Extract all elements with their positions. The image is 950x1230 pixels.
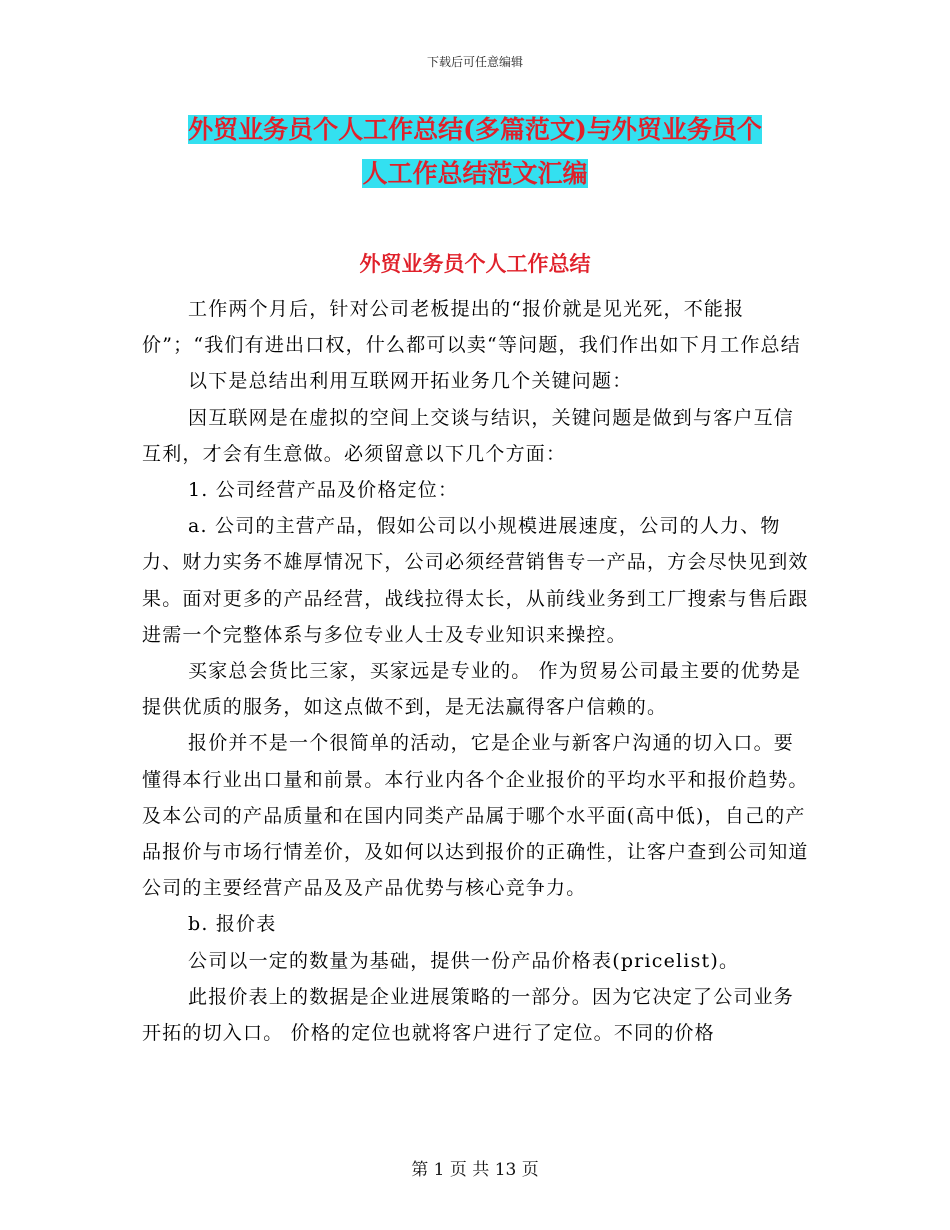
document-title-line-2: 人工作总结范文汇编 <box>362 159 588 188</box>
section-title: 外贸业务员个人工作总结 <box>359 251 591 276</box>
paragraph: 以下是总结出利用互联网开拓业务几个关键问题： <box>188 370 633 393</box>
paragraph: 买家总会货比三家，买家远是专业的。 作为贸易公司最主要的优势是提供优质的服务，如这点做不到，是无法赢得客户信赖的。 <box>142 660 802 719</box>
paragraph: 公司以一定的数量为基础，提供一份产品价格表(pricelist)。 <box>188 949 740 972</box>
paragraph: 因互联网是在虚拟的空间上交谈与结识，关键问题是做到与客户互信互利，才会有生意做。必须留意以下几个方面： <box>142 406 795 465</box>
paragraph: a. 公司的主营产品，假如公司以小规模进展速度，公司的人力、物力、财力实务不雄厚情况下，公司必须经营销售专一产品，方会尽快见到效果。面对更多的产品经营，战线拉得太长，从前线业务到工厂搜索与售后跟进需一个完整体系与多位专业人士及专业知识来操控。 <box>142 515 809 646</box>
header-note: 下载后可任意编辑 <box>426 55 523 69</box>
document-title <box>140 108 810 196</box>
paragraph: 此报价表上的数据是企业进展策略的一部分。因为它决定了公司业务开拓的切入口。 价格的定位也就将客户进行了定位。不同的价格 <box>142 985 795 1045</box>
paragraph: 报价并不是一个很简单的活动，它是企业与新客户沟通的切入口。要懂得本行业出口量和前景。本行业内各个企业报价的平均水平和报价趋势。及本公司的产品质量和在国内同类产品属于哪个水平面(高中低)，自己的产品报价与市场行情差价，及如何以达到报价的正确性，让客户查到公司知道公司的主要经营产品及及产品优势与核心竞争力。 <box>142 732 809 900</box>
paragraph: 1. 公司经营产品及价格定位： <box>188 479 459 502</box>
paragraph: b. 报价表 <box>188 913 277 936</box>
document-body <box>142 291 810 1051</box>
page-indicator: 第 1 页 共 13 页 <box>411 1160 539 1180</box>
paragraph: 工作两个月后，针对公司老板提出的“报价就是见光死，不能报价”；“我们有进出口权，什么都可以卖“等问题，我们作出如下月工作总结 <box>142 298 801 357</box>
document-title-line-1: 外贸业务员个人工作总结(多篇范文)与外贸业务员个 <box>188 115 762 144</box>
